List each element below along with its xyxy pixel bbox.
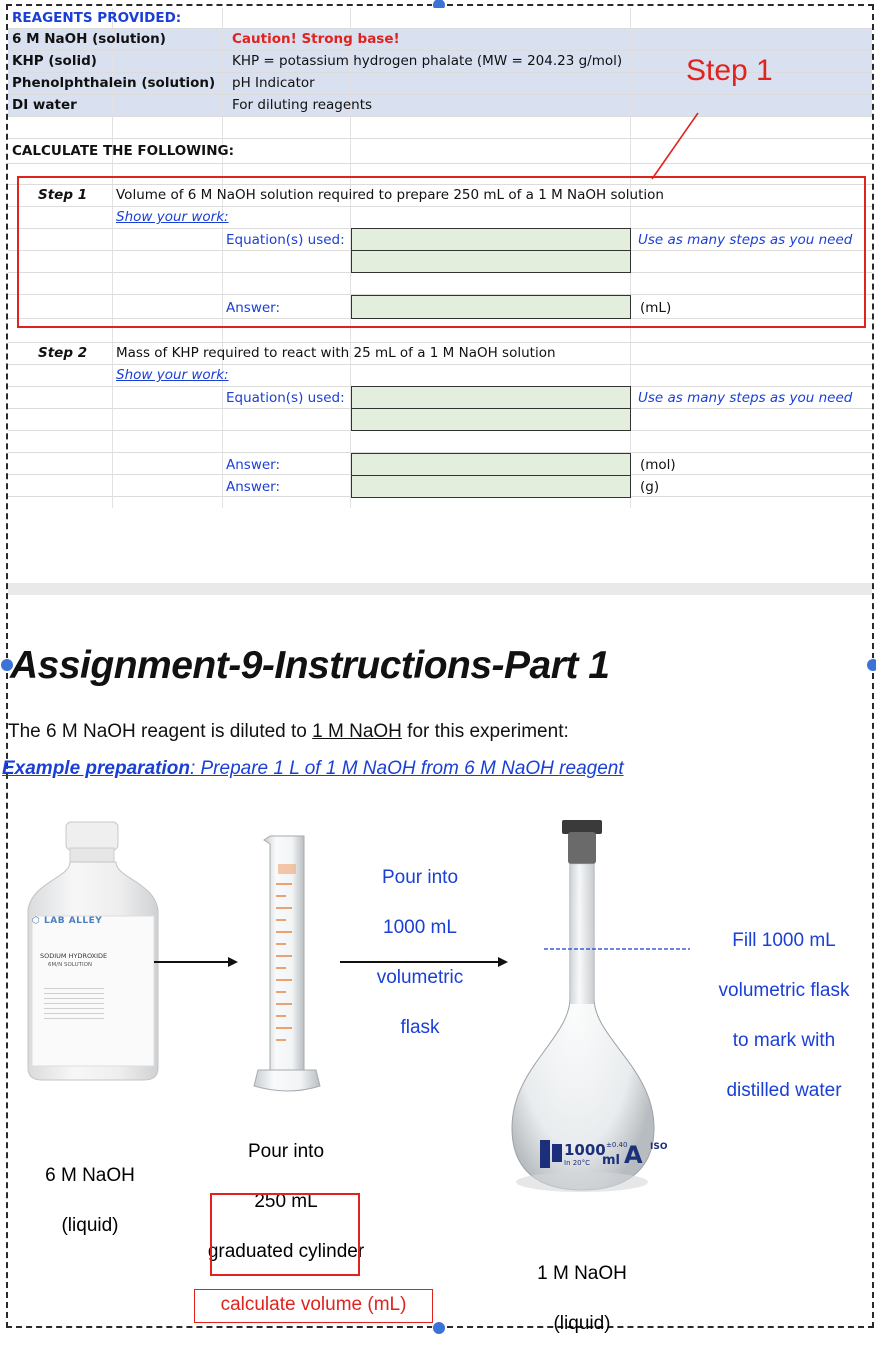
arrow-bottle-to-cylinder: [150, 954, 240, 970]
calculate-volume-label: calculate volume (mL): [194, 1289, 433, 1323]
step2-equation-cell-1[interactable]: [351, 386, 631, 409]
flask-tolerance: ±0.40: [606, 1141, 628, 1149]
step2-hint: Use as many steps as you need: [638, 390, 853, 406]
reagent-note-3: pH Indicator: [232, 75, 315, 91]
pour-into-flask-text: Pour into 1000 mL volumetric flask: [376, 867, 464, 1038]
resize-handle-bottom[interactable]: [432, 1321, 446, 1335]
fill-flask-text: Fill 1000 mL volumetric flask to mark with distilled water: [718, 930, 850, 1101]
example-link-bold: Example preparation: [2, 758, 190, 779]
reagent-note-1: Caution! Strong base!: [232, 31, 400, 47]
step2-answer-cell-2[interactable]: [351, 475, 631, 498]
flask-brand-icon: [540, 1140, 550, 1168]
resize-handle-right[interactable]: [866, 658, 876, 672]
instructions-title: Assignment-9-Instructions-Part 1: [10, 644, 610, 687]
calculated-volume-input[interactable]: [210, 1193, 360, 1276]
cylinder-caption: Pour into 250 mL graduated cylinder: [207, 1141, 365, 1262]
annotation-leader-line: [640, 105, 710, 185]
fill-mark-line: [544, 946, 690, 952]
flask-unit: ml: [602, 1153, 621, 1168]
step1-show-work[interactable]: Show your work:: [116, 209, 229, 225]
flask-volume: 1000: [564, 1141, 606, 1159]
bottle-label-fine-print: [44, 984, 104, 1020]
bottle-label-line2: 6M/N SOLUTION: [48, 962, 93, 968]
step1-hint: Use as many steps as you need: [638, 232, 853, 248]
lab-alley-icon: ⬡: [32, 916, 44, 926]
step2-equation-label: Equation(s) used:: [226, 390, 345, 406]
arrow-cylinder-to-flask: [336, 954, 512, 970]
step1-unit: (mL): [640, 300, 672, 316]
bottle-brand: ⬡ LAB ALLEY: [32, 916, 103, 926]
example-link-rest: : Prepare 1 L of 1 M NaOH from 6 M NaOH reagent: [189, 758, 624, 779]
instructions-line1-suffix: for this experiment:: [401, 721, 569, 742]
step2-label: Step 2: [38, 345, 88, 361]
instructions-line1-underlined: 1 M NaOH: [312, 721, 402, 742]
reagent-name-3: Phenolphthalein (solution): [12, 75, 216, 91]
reagent-name-4: DI water: [12, 97, 77, 113]
section-separator: [8, 583, 872, 595]
flask-caption: 1 M NaOH (liquid): [537, 1263, 627, 1334]
step1-description: Volume of 6 M NaOH solution required to prepare 250 mL of a 1 M NaOH solution: [116, 187, 664, 203]
step2-answer-label-1: Answer:: [226, 457, 281, 473]
step1-highlight-box: [17, 176, 866, 328]
step2-show-work[interactable]: Show your work:: [116, 367, 229, 383]
flask-class: A: [624, 1141, 643, 1169]
graduated-cylinder-image: [250, 834, 326, 1096]
step1-annotation: Step 1: [686, 54, 773, 87]
calculate-header: CALCULATE THE FOLLOWING:: [12, 143, 234, 159]
bottle-label-line1: SODIUM HYDROXIDE: [40, 952, 108, 960]
step2-answer-label-2: Answer:: [226, 479, 281, 495]
instructions-line1: [8, 721, 569, 743]
reagent-name-2: KHP (solid): [12, 53, 97, 69]
step1-equation-label: Equation(s) used:: [226, 232, 345, 248]
reagent-note-4: For diluting reagents: [232, 97, 373, 113]
reagent-name-1: 6 M NaOH (solution): [12, 31, 166, 47]
step2-description: Mass of KHP required to react with 25 mL of a 1 M NaOH solution: [116, 345, 556, 361]
step2-unit-2: (g): [640, 479, 660, 495]
step1-label: Step 1: [38, 187, 88, 203]
step2-equation-cell-2[interactable]: [351, 408, 631, 431]
step1-answer-label: Answer:: [226, 300, 281, 316]
instructions-line1-prefix: The 6 M NaOH reagent is diluted to: [8, 721, 313, 742]
step2-answer-cell-1[interactable]: [351, 453, 631, 476]
reagent-note-2: KHP = potassium hydrogen phalate (MW = 204.23 g/mol): [232, 53, 623, 69]
flask-label: [540, 1138, 680, 1174]
step2-unit-1: (mol): [640, 457, 676, 473]
reagents-header: REAGENTS PROVIDED:: [12, 10, 182, 26]
bottle-caption: 6 M NaOH (liquid): [45, 1165, 135, 1236]
flask-iso: ISO: [650, 1142, 668, 1152]
flask-label-box: [552, 1144, 562, 1162]
flask-temp: In 20°C: [564, 1159, 591, 1167]
example-link[interactable]: [2, 758, 624, 780]
